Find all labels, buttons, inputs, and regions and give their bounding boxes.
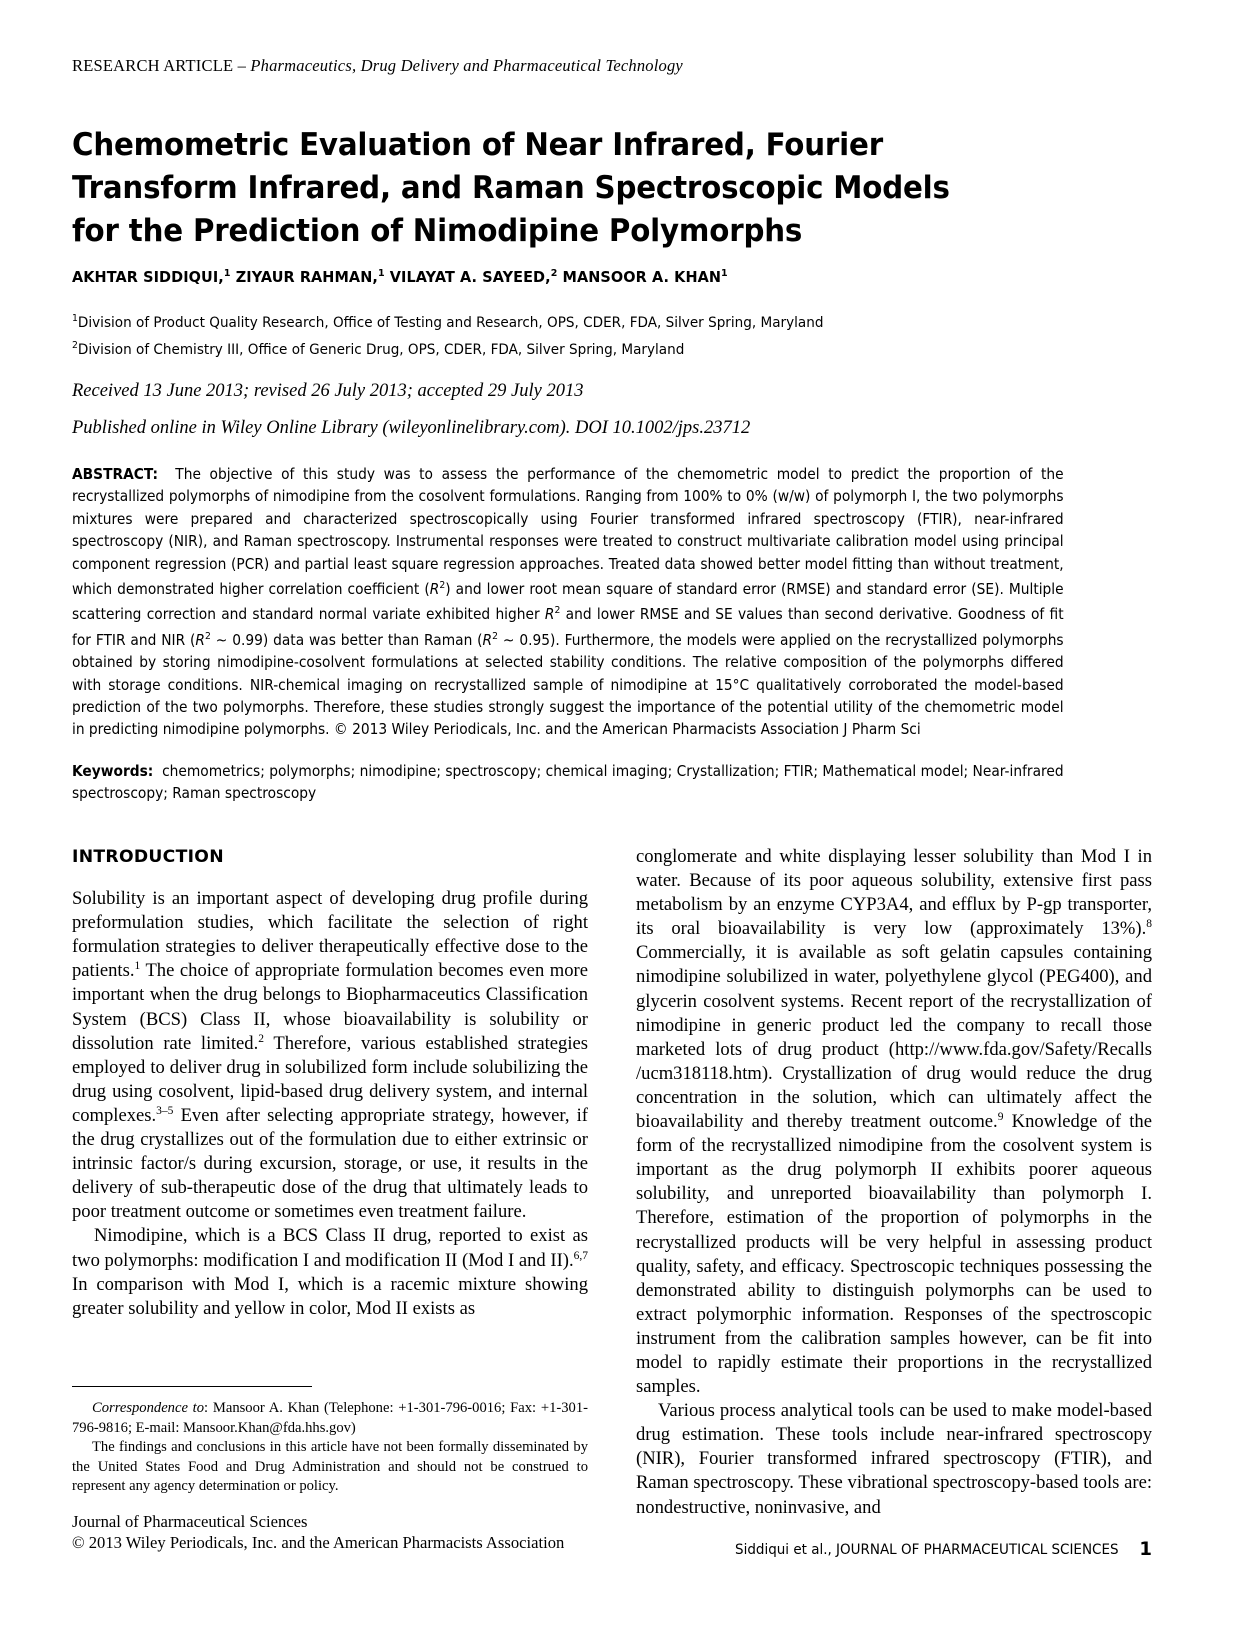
published-online-line: Published online in Wiley Online Library (wileyonlinelibrary.com). DOI 10.1002/jps.23712: [72, 418, 751, 438]
section-heading-introduction: INTRODUCTION: [72, 847, 224, 867]
disclaimer-note: The findings and conclusions in this article have not been formally disseminated by the United States Food and Drug Administration and should not be construed to represent any agency determination or policy.: [72, 1439, 588, 1495]
abstract-block: [72, 463, 1064, 741]
paper-page: [72, 0, 1152, 1632]
keywords-label: Keywords:: [72, 762, 154, 780]
page-number: 1: [1139, 1538, 1152, 1560]
page-title: Chemometric Evaluation of Near Infrared, Fourier Transform Infrared, and Raman Spectroscopic Models for the Prediction of Nimodipine Polymorphs: [72, 127, 950, 250]
running-head: [72, 56, 683, 76]
received-dates: Received 13 June 2013; revised 26 July 2013; accepted 29 July 2013: [72, 381, 584, 401]
keywords-block: [72, 760, 1064, 805]
paragraph: Nimodipine, which is a BCS Class II drug, reported to exist as two polymorphs: modification I and modification II (Mod I and II).$^{6,7}$ In comparison with Mod I, which is a racemic mixture showing greater solubility and yellow in color, Mod II exists as: [72, 1225, 588, 1319]
affiliation-list: $^1$Division of Product Quality Research, Office of Testing and Research, OPS, CDER, FDA, Silver Spring, Maryland $^2$Division of Chemistry III, Office of Generic Drug, OPS, CDER, FDA, Silver Spring, Maryland: [72, 313, 824, 358]
running-head-section: Pharmaceutics, Drug Delivery and Pharmaceutical Technology: [250, 56, 683, 75]
correspondence-note: Correspondence to: Mansoor A. Khan (Telephone: +1-301-796-0016; Fax: +1-301-796-9816; E-mail: Mansoor.Khan@fda.hhs.gov): [72, 1400, 589, 1436]
paragraph: Various process analytical tools can be used to make model-based drug estimation. These tools include near-infrared spectroscopy (NIR), Fourier transformed infrared spectroscopy (FTIR), and Raman spectroscopy. These vibrational spectroscopy-based tools are: nondestructive, noninvasive, and: [636, 1400, 1152, 1518]
footnote-rule: [72, 1386, 312, 1387]
author-list: AKHTAR SIDDIQUI,$^1$ ZIYAUR RAHMAN,$^1$ VILAYAT A. SAYEED,$^2$ MANSOOR A. KHAN$^1$: [72, 268, 728, 287]
journal-copyright: Journal of Pharmaceutical Sciences © 2013 Wiley Periodicals, Inc. and the American Pharmacists Association: [72, 1511, 565, 1553]
paragraph: Solubility is an important aspect of developing drug profile during preformulation studies, which facilitate the selection of right formulation strategies to deliver therapeutically effective dose to the patients.$^1$ The choice of appropriate formulation becomes even more important when the drug belongs to Biopharmaceutics Classification System (BCS) Class II, whose bioavailability is solubility or dissolution rate limited.$^2$ Therefore, various established strategies employed to deliver drug in solubilized form include solubilizing the drug using cosolvent, lipid-based drug delivery system, and internal complexes.$^{3-5}$ Even after selecting appropriate strategy, however, if the drug crystallizes out of the formulation due to either extrinsic or intrinsic factor/s during excursion, storage, or use, it results in the delivery of sub-therapeutic dose of the drug that ultimately leads to poor treatment outcome or sometimes even treatment failure.: [72, 888, 588, 1223]
running-head-label: RESEARCH ARTICLE –: [72, 56, 251, 75]
paragraph: conglomerate and white displaying lesser solubility than Mod I in water. Because of its poor aqueous solubility, extensive first pass metabolism by an enzyme CYP3A4, and efflux by P-gp transporter, its oral bioavailability is very low (approximately 13%).$^8$ Commercially, it is available as soft gelatin capsules containing nimodipine solubilized in water, polyethylene glycol (PEG400), and glycerin cosolvent systems. Recent report of the recrystallization of nimodipine in generic product led the company to recall those marketed lots of drug product (http://www.fda.gov/Safety/Recalls /ucm318118.htm). Crystallization of drug would reduce the drug concentration in the solution, which can ultimately affect the bioavailability and thereby treatment outcome.$^9$ Knowledge of the form of the recrystallized nimodipine from the cosolvent system is important as the drug polymorph II exhibits poorer aqueous solubility, and unreported bioavailability than polymorph I. Therefore, estimation of the proportion of polymorphs in the recrystallized products will be very helpful in assessing product quality, safety, and efficacy. Spectroscopic techniques possessing the demonstrated ability to distinguish polymorphs can be used to extract polymorphic information. Responses of the spectroscopic instrument from the calibration samples however, can be fit into model to rapidly estimate their proportions in the recrystallized samples.: [636, 846, 1152, 1398]
keywords-text: chemometrics; polymorphs; nimodipine; spectroscopy; chemical imaging; Crystallization; FTIR; Mathematical model; Near-infrared spectroscopy; Raman spectroscopy: [72, 762, 1064, 803]
body-column-left: [72, 845, 588, 1321]
abstract-label: ABSTRACT:: [72, 465, 159, 483]
footer-citation: Siddiqui et al., JOURNAL OF PHARMACEUTICAL SCIENCES: [735, 1542, 1119, 1558]
body-column-right: [636, 845, 1152, 1520]
abstract-text: The objective of this study was to assess the performance of the chemometric model to predict the proportion of the recrystallized polymorphs of nimodipine from the cosolvent formulations. Ranging from 100% to 0% (w/w) of polymorph I, the two polymorphs mixtures were prepared and characterized spectroscopically using Fourier transformed infrared spectroscopy (FTIR), near-infrared spectroscopy (NIR), and Raman spectroscopy. Instrumental responses were treated to construct multivariate calibration model using principal component regression (PCR) and partial least square regression approaches. Treated data showed better model fitting than without treatment, which demonstrated higher correlation coefficient $(R^2)$ and lower root mean square of standard error (RMSE) and standard error (SE). Multiple scattering correction and standard normal variate exhibited higher $R^2$ and lower RMSE and SE values than second derivative. Goodness of fit for FTIR and NIR ($R^2$ ∼ 0.99) data was better than Raman ($R^2$ ∼ 0.95). Furthermore, the models were applied on the recrystallized polymorphs obtained by storing nimodipine-cosolvent formulations at selected stability conditions. The relative composition of the polymorphs differed with storage conditions. NIR-chemical imaging on recrystallized sample of nimodipine at 15°C qualitatively corroborated the model-based prediction of the two polymorphs. Therefore, these studies strongly suggest the importance of the potential utility of the chemometric model in predicting nimodipine polymorphs. © 2013 Wiley Periodicals, Inc. and the American Pharmacists Association J Pharm Sci: [72, 465, 1064, 739]
page-footer: [126, 1538, 1152, 1560]
footnote-block: [72, 1386, 588, 1554]
